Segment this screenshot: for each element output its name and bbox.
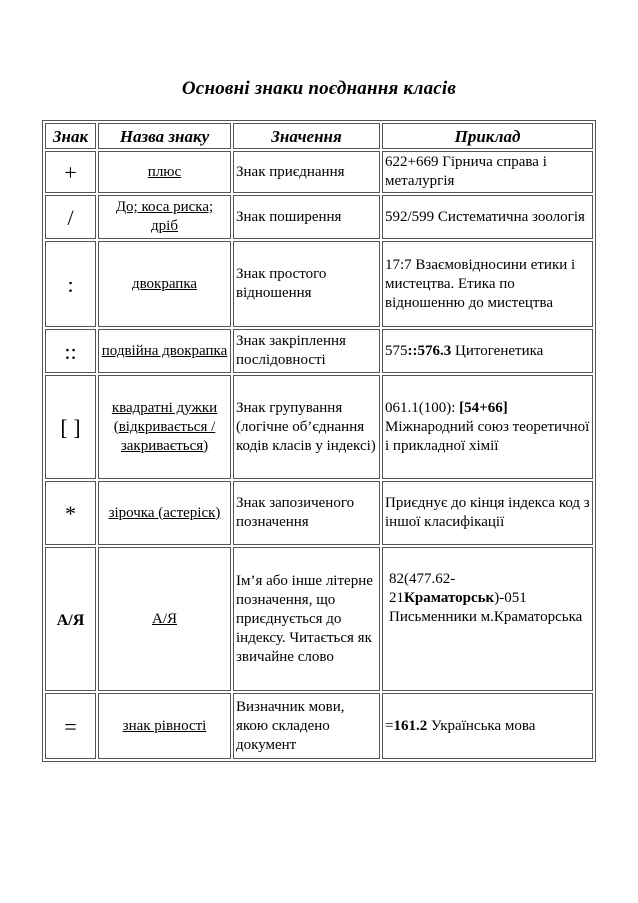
name-cell: подвійна двокрапка bbox=[98, 329, 231, 373]
example-cell: 17:7 Взаємовідносини етики і мистецтва. Етика по відношенню до мистецтва bbox=[382, 241, 593, 327]
meaning-cell: Знак закріплення послідовності bbox=[233, 329, 380, 373]
example-cell: 622+669 Гірнича справа і металургія bbox=[382, 151, 593, 193]
table-row bbox=[45, 481, 593, 545]
meaning-cell: Визначник мови, якою складено документ bbox=[233, 693, 380, 759]
table-header-row bbox=[45, 123, 593, 149]
header-name: Назва знаку bbox=[98, 123, 231, 149]
table-row bbox=[45, 693, 593, 759]
meaning-cell: Знак поширення bbox=[233, 195, 380, 239]
sign-cell: / bbox=[45, 195, 96, 239]
example-cell: 82(477.62-21Краматорськ)-051 Письменники м.Краматорська bbox=[382, 547, 593, 691]
example-cell: 061.1(100): [54+66] Міжнародний союз теоретичної і прикладної хімії bbox=[382, 375, 593, 479]
sign-cell: : bbox=[45, 241, 96, 327]
example-cell: 575::576.3 Цитогенетика bbox=[382, 329, 593, 373]
table-row bbox=[45, 375, 593, 479]
header-example: Приклад bbox=[382, 123, 593, 149]
name-cell: До; коса риска; дріб bbox=[98, 195, 231, 239]
sign-cell: [ ] bbox=[45, 375, 96, 479]
table-row bbox=[45, 547, 593, 691]
meaning-cell: Знак запозиченого позначення bbox=[233, 481, 380, 545]
sign-cell: * bbox=[45, 481, 96, 545]
sign-cell: :: bbox=[45, 329, 96, 373]
name-cell: плюс bbox=[98, 151, 231, 193]
table-row bbox=[45, 329, 593, 373]
sign-cell: = bbox=[45, 693, 96, 759]
header-meaning: Значення bbox=[233, 123, 380, 149]
example-cell: 592/599 Систематична зоологія bbox=[382, 195, 593, 239]
signs-table bbox=[42, 120, 596, 762]
table-row bbox=[45, 241, 593, 327]
meaning-cell: Знак простого відношення bbox=[233, 241, 380, 327]
table-row bbox=[45, 195, 593, 239]
name-cell: А/Я bbox=[98, 547, 231, 691]
example-cell: =161.2 Українська мова bbox=[382, 693, 593, 759]
header-sign: Знак bbox=[45, 123, 96, 149]
meaning-cell: Знак групування (логічне об’єднання кодів класів у індексі) bbox=[233, 375, 380, 479]
meaning-cell: Знак приєднання bbox=[233, 151, 380, 193]
example-cell: Приєднує до кінця індекса код з іншої класифікації bbox=[382, 481, 593, 545]
page-title: Основні знаки поєднання класів bbox=[181, 78, 457, 99]
name-cell: двокрапка bbox=[98, 241, 231, 327]
name-cell: зірочка (астеріск) bbox=[98, 481, 231, 545]
sign-cell: А/Я bbox=[45, 547, 96, 691]
name-cell: квадратні дужки (відкривається /закривається) bbox=[98, 375, 231, 479]
meaning-cell: Ім’я або інше літерне позначення, що приєднується до індексу. Читається як звичайне слово bbox=[233, 547, 380, 691]
table-row bbox=[45, 151, 593, 193]
sign-cell: + bbox=[45, 151, 96, 193]
name-cell: знак рівності bbox=[98, 693, 231, 759]
